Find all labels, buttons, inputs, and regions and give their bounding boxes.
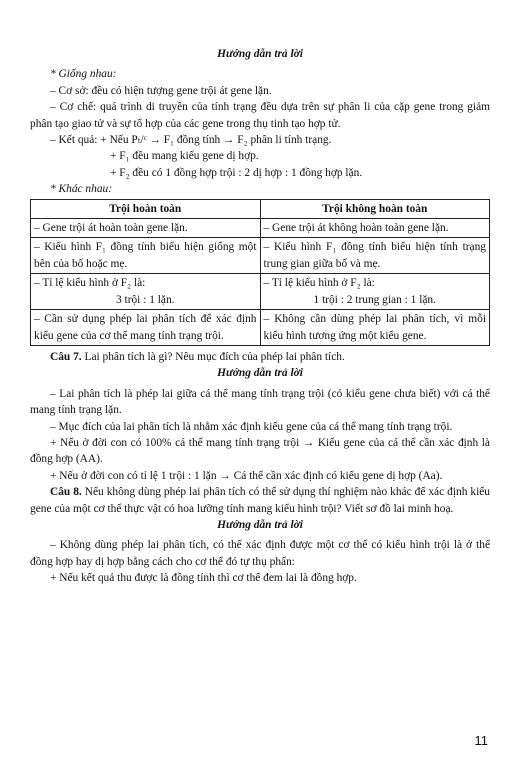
similarity-result-3: + F₂ đều có 1 đồng hợp trội : 2 dị hợp : 1 đồng hợp lặn.: [110, 166, 363, 179]
page-number: 11: [474, 733, 488, 748]
similarity-basis: – Cơ sở: đều có hiện tượng gene trội át gene lặn.: [50, 84, 272, 97]
table-header-complete-dominance: Trội hoàn toàn: [31, 199, 261, 218]
ratio-value: 3 trội : 1 lặn.: [115, 293, 175, 306]
q8-paragraph-1: – Không dùng phép lai phân tích, có thể xác định được một cơ thể có kiểu hình trội là ở thể đồng hợp hay dị hợp bằng cách cho cơ thể đó tự thụ phấn:: [30, 539, 490, 568]
table-row: [31, 310, 490, 346]
q7-paragraph-3: + Nếu ở đời con có 100% cá thể mang tính trạng trội → Kiểu gene của cá thể cần xác định là đồng hợp (AA).: [30, 436, 490, 466]
table-cell: – Kiểu hình F₁ đồng tính biểu hiện giống một bên của bố hoặc mẹ.: [31, 238, 261, 274]
table-header-incomplete-dominance: Trội không hoàn toàn: [260, 199, 490, 218]
table-cell: – Gene trội át hoàn toàn gene lặn.: [31, 219, 261, 238]
table-cell: – Không cần dùng phép lai phân tích, vì mỗi kiểu hình tương ứng một kiểu gene.: [260, 310, 490, 346]
q7-paragraph-1: – Lai phân tích là phép lai giữa cá thể mang tính trạng trội (có kiểu gene chưa biết) với cá thể mang tính trạng lặn.: [30, 387, 490, 417]
q7-paragraph-2: – Mục đích của lai phân tích là nhằm xác định kiểu gene của cá thể mang tính trạng trội.: [50, 420, 453, 433]
question-8-text: Nếu không dùng phép lai phân tích có thể sử dụng thí nghiệm nào khác để xác định kiểu gene của một cơ thể thực vật có hoa lưỡng tính mang kiểu hình trội? Viết sơ đồ lai minh hoạ.: [30, 486, 490, 515]
question-8-answer-heading: Hướng dẫn trả lời: [217, 518, 303, 531]
table-cell: [260, 274, 490, 310]
table-row: [31, 238, 490, 274]
ratio-label: – Tỉ lệ kiểu hình ở F₂ là:: [263, 277, 375, 290]
answer-heading: Hướng dẫn trả lời: [217, 48, 303, 60]
q8-paragraph-2: + Nếu kết quả thu được là đồng tính thì cơ thể đem lai là đồng hợp.: [50, 572, 357, 585]
q7-paragraph-4: + Nếu ở đời con có tỉ lệ 1 trội : 1 lặn → Cá thể cần xác định có kiểu gene dị hợp (Aa).: [50, 469, 443, 482]
question-8: [30, 484, 490, 517]
similarity-result-2: + F₁ đều mang kiểu gene dị hợp.: [110, 150, 259, 163]
question-8-label: Câu 8.: [50, 486, 82, 499]
table-header-row: [31, 199, 490, 218]
ratio-value: 1 trội : 2 trung gian : 1 lặn.: [313, 293, 436, 306]
comparison-table: [30, 199, 490, 346]
table-cell: – Gene trội át không hoàn toàn gene lặn.: [260, 219, 490, 238]
table-row: [31, 219, 490, 238]
question-7: [30, 349, 490, 365]
question-7-answer-heading: Hướng dẫn trả lời: [217, 367, 303, 380]
table-cell: – Kiểu hình F₁ đồng tính biểu hiện tính trạng trung gian giữa bố và mẹ.: [260, 238, 490, 274]
similarity-result-1: – Kết quả: + Nếu Pₜ/ᶜ → F₁ đồng tính → F₂ phân li tính trạng.: [50, 134, 332, 147]
differences-label: * Khác nhau:: [50, 183, 113, 196]
table-cell: [31, 274, 261, 310]
similarities-label: * Giống nhau:: [50, 68, 117, 81]
ratio-label: – Tỉ lệ kiểu hình ở F₂ là:: [34, 277, 146, 290]
similarity-mechanism: – Cơ chế: quá trình di truyền của tính trạng đều dựa trên sự phân li của cặp gene trong giảm phân tạo giao tử và sự tổ hợp của các gene trong thụ tinh tạo hợp tử.: [30, 101, 490, 130]
question-7-text: Lai phân tích là gì? Nêu mục đích của phép lai phân tích.: [81, 350, 345, 363]
table-row: [31, 274, 490, 310]
table-cell: – Cần sử dụng phép lai phân tích để xác định kiểu gene của cơ thể mang tính trạng trội.: [31, 310, 261, 346]
question-7-label: Câu 7.: [50, 350, 82, 363]
